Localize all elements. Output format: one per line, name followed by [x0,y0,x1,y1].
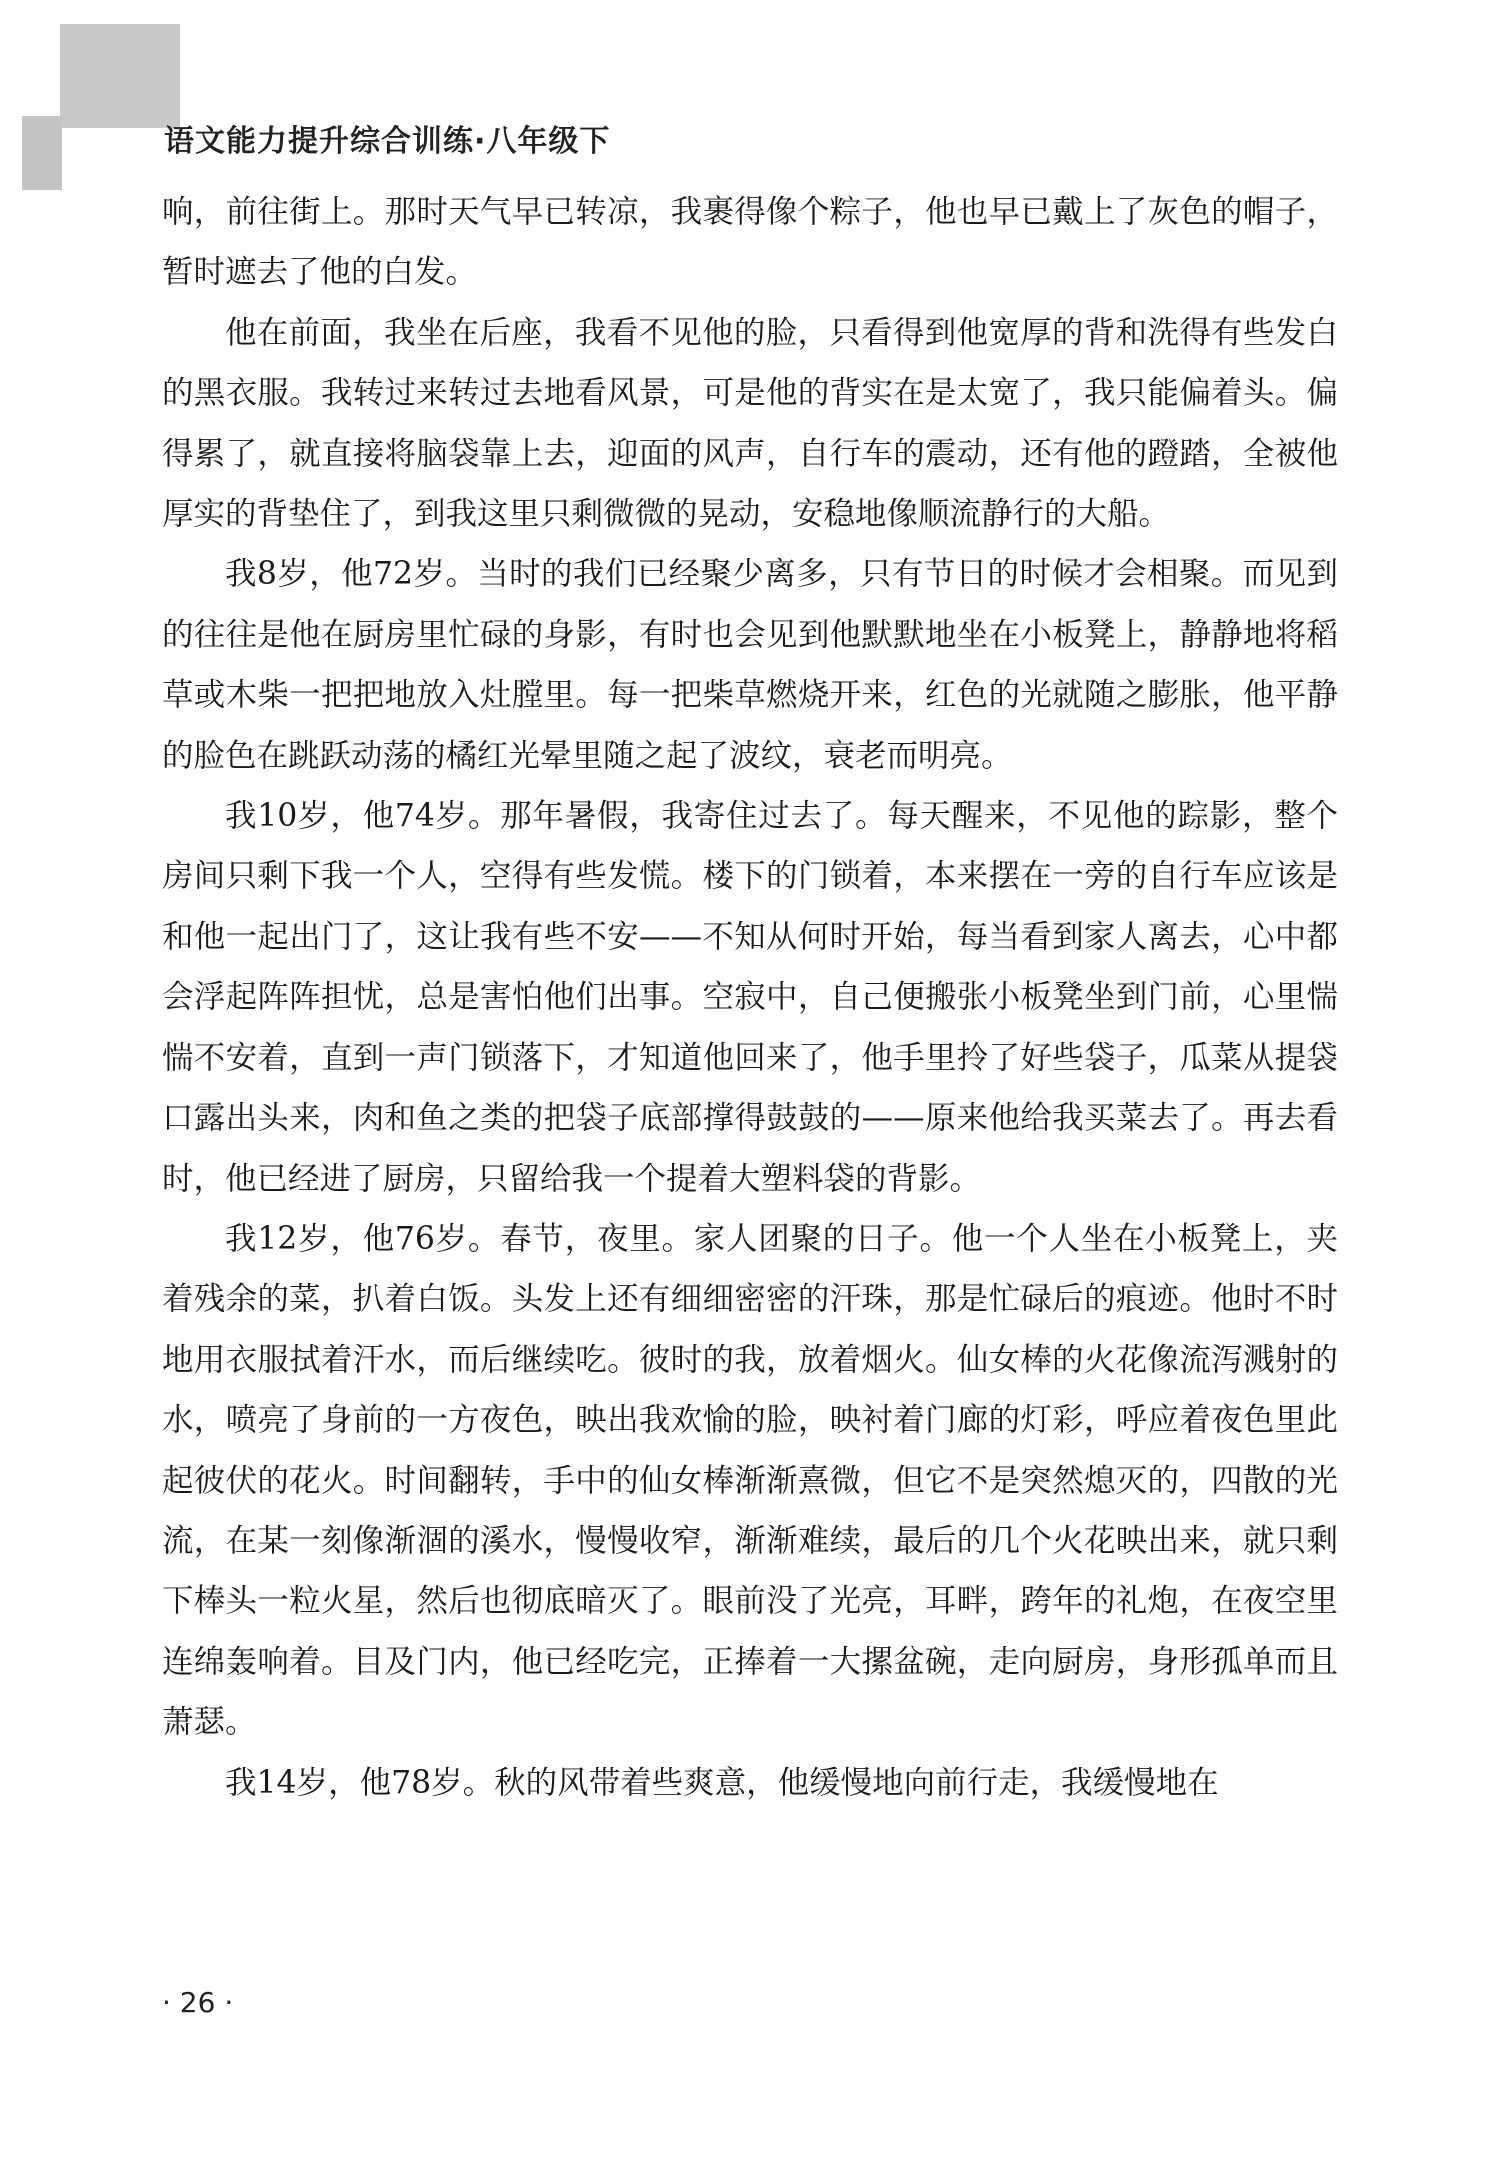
paragraph: 我10岁，他74岁。那年暑假，我寄住过去了。每天醒来，不见他的踪影，整个房间只剩下我一个人，空得有些发慌。楼下的门锁着，本来摆在一旁的自行车应该是和他一起出门了，这让我有些不安——不知从何时开始，每当看到家人离去，心中都会浮起阵阵担忧，总是害怕他们出事。空寂中，自己便搬张小板凳坐到门前，心里惴惴不安着，直到一声门锁落下，才知道他回来了，他手里拎了好些袋子，瓜菜从提袋口露出头来，肉和鱼之类的把袋子底部撑得鼓鼓的——原来他给我买菜去了。再去看时，他已经进了厨房，只留给我一个提着大塑料袋的背影。 [162,798,1338,1197]
page-number: · 26 · [162,1986,234,2019]
article-body [162,182,1338,1813]
paragraph: 他在前面，我坐在后座，我看不见他的脸，只看得到他宽厚的背和洗得有些发白的黑衣服。我转过来转过去地看风景，可是他的背实在是太宽了，我只能偏着头。偏得累了，就直接将脑袋靠上去，迎面的风声，自行车的震动，还有他的蹬踏，全被他厚实的背垫住了，到我这里只剩微微的晃动，安稳地像顺流静行的大船。 [162,314,1338,533]
corner-decoration-bar [22,116,62,190]
corner-decoration-block [60,24,180,128]
paragraph: 我12岁，他76岁。春节，夜里。家人团聚的日子。他一个人坐在小板凳上，夹着残余的菜，扒着白饭。头发上还有细细密密的汗珠，那是忙碌后的痕迹。他时不时地用衣服拭着汗水，而后继续吃。彼时的我，放着烟火。仙女棒的火花像流泻溅射的水，喷亮了身前的一方夜色，映出我欢愉的脸，映衬着门廊的灯彩，呼应着夜色里此起彼伏的花火。时间翻转，手中的仙女棒渐渐熹微，但它不是突然熄灭的，四散的光流，在某一刻像渐涸的溪水，慢慢收窄，渐渐难续，最后的几个火花映出来，就只剩下棒头一粒火星，然后也彻底暗灭了。眼前没了光亮，耳畔，跨年的礼炮，在夜空里连绵轰响着。目及门内，他已经吃完，正捧着一大摞盆碗，走向厨房，身形孤单而且萧瑟。 [162,1220,1338,1741]
paragraph: 我8岁，他72岁。当时的我们已经聚少离多，只有节日的时候才会相聚。而见到的往往是他在厨房里忙碌的身影，有时也会见到他默默地坐在小板凳上，静静地将稻草或木柴一把把地放入灶膛里。每一把柴草燃烧开来，红色的光就随之膨胀，他平静的脸色在跳跃动荡的橘红光晕里随之起了波纹，衰老而明亮。 [162,556,1338,774]
running-header: 语文能力提升综合训练·八年级下 [164,124,611,159]
paragraph: 响，前往街上。那时天气早已转凉，我裹得像个粽子，他也早已戴上了灰色的帽子，暂时遮去了他的白发。 [162,194,1338,291]
paragraph: 我14岁，他78岁。秋的风带着些爽意，他缓慢地向前行走，我缓慢地在 [225,1764,1219,1801]
